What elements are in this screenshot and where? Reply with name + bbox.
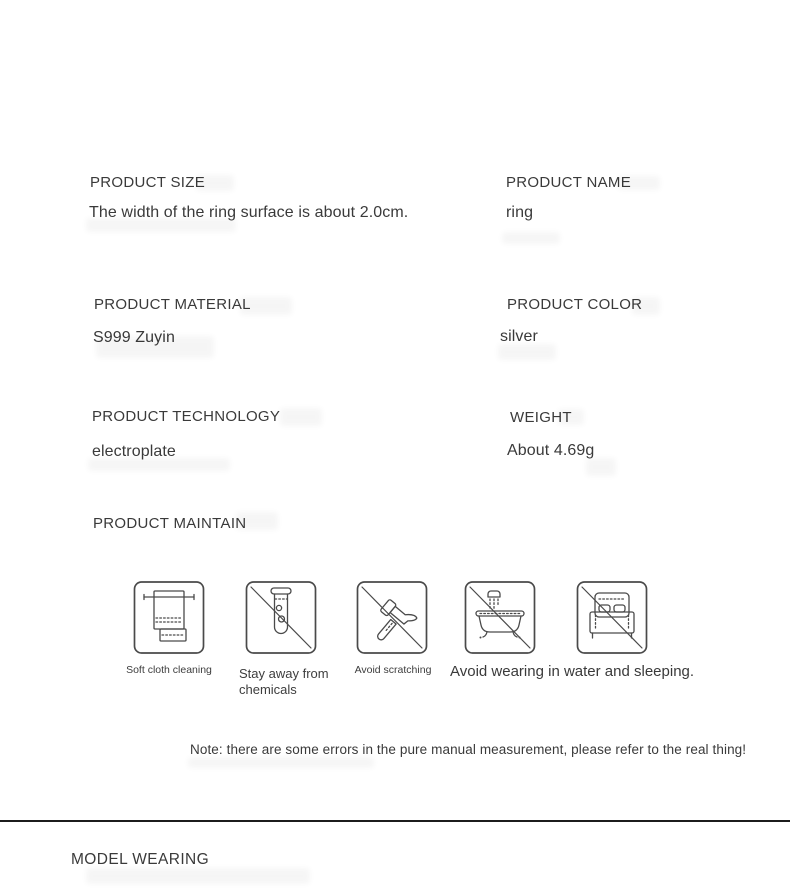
artifact-smudge [586,458,616,476]
product-weight-value: About 4.69g [507,442,595,459]
product-name-value: ring [506,204,534,221]
product-color-label: PRODUCT COLOR [507,296,643,313]
product-material-label: PRODUCT MATERIAL [94,296,251,313]
no-bed-icon [576,580,648,655]
artifact-smudge [96,336,214,358]
product-name-label: PRODUCT NAME [506,174,631,191]
no-scratching-hammer-icon [356,580,428,655]
artifact-smudge [558,409,584,425]
artifact-smudge [502,232,560,244]
artifact-smudge [280,408,322,426]
product-size-label: PRODUCT SIZE [90,174,206,191]
no-chemicals-test-tube-icon [245,580,317,655]
product-color-value: silver [500,328,538,345]
towel-icon [133,580,205,655]
caption-avoid-water-and-sleeping: Avoid wearing in water and sleeping. [450,663,695,680]
artifact-smudge [196,175,234,191]
artifact-smudge [86,868,310,884]
artifact-smudge [236,512,278,530]
product-maintain-heading: PRODUCT MAINTAIN [93,515,247,532]
product-technology-value: electroplate [92,443,176,460]
product-material-value: S999 Zuyin [93,329,175,346]
artifact-smudge [240,297,292,315]
no-bath-icon [464,580,536,655]
measurement-note: Note: there are some errors in the pure manual measurement, please refer to the real thing! [190,742,747,757]
caption-stay-away-from-chemicals: Stay away from chemicals [239,666,329,697]
section-divider [0,820,790,822]
artifact-smudge [88,458,230,471]
caption-avoid-scratching: Avoid scratching [354,664,432,676]
product-weight-label: WEIGHT [510,409,572,426]
artifact-smudge [632,297,660,315]
artifact-smudge [188,757,374,768]
artifact-smudge [618,176,660,190]
product-technology-label: PRODUCT TECHNOLOGY [92,408,281,425]
artifact-smudge [86,218,236,232]
artifact-smudge [498,344,556,360]
model-wearing-heading: MODEL WEARING [71,851,210,868]
product-size-value: The width of the ring surface is about 2.0cm. [89,204,409,221]
caption-soft-cloth-cleaning: Soft cloth cleaning [126,664,212,676]
